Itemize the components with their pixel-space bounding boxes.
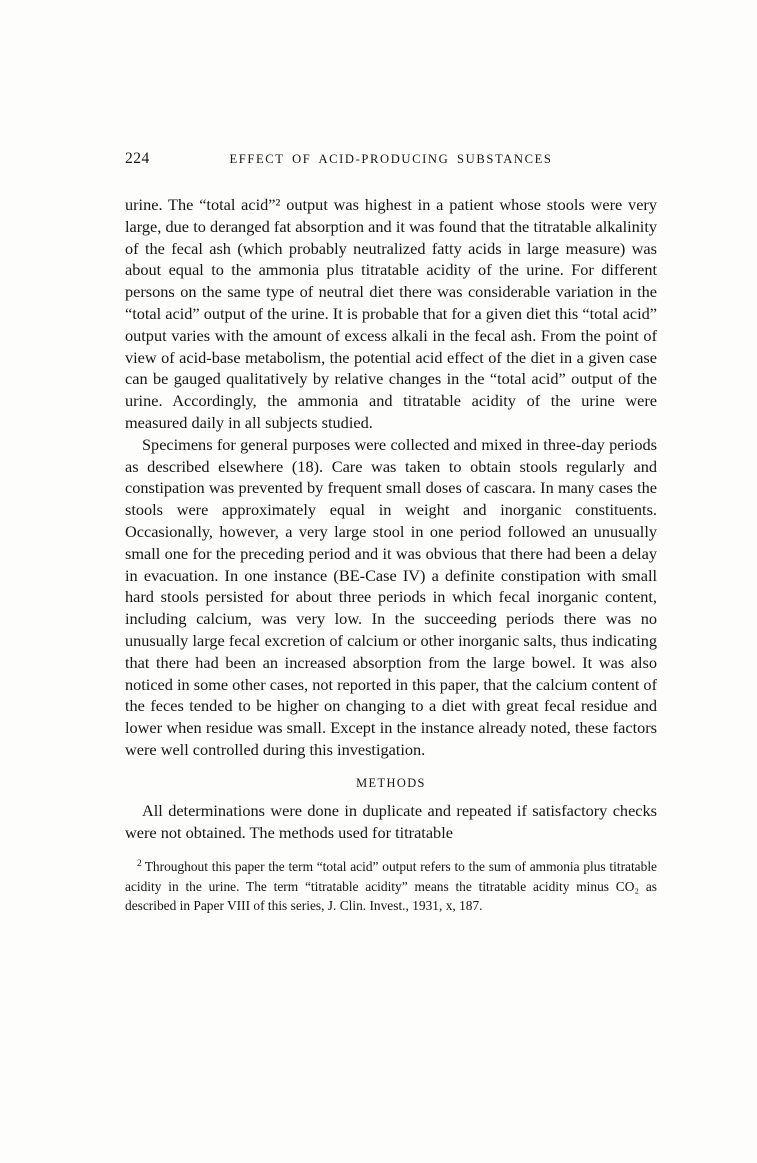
footnote (125, 857, 657, 916)
page-header (125, 150, 657, 168)
body-paragraph-2: Specimens for general purposes were collected and mixed in three-day periods as described elsewhere (18). Care was taken to obtain stools regularly and constipation was prevented by frequent small doses of cascara. In many cases the stools were approximately equal in weight and inorganic constituents. Occasionally, however, a very large stool in one period followed an unusually small one for the preceding period and it was obvious that there had been a delay in evacuation. In one instance (BE-Case IV) a definite constipation with small hard stools persisted for about three periods in which fecal inorganic content, including calcium, was very low. In the succeeding periods there was no unusually large fecal excretion of calcium or other inorganic salts, thus indicating that there had been an increased absorption from the large bowel. It was also noticed in some other cases, not reported in this paper, that the calcium content of the feces tended to be higher on changing to a diet with great fecal residue and lower when residue was small. Except in the instance already noted, these factors were well controlled during this investigation. (125, 434, 657, 759)
body-paragraph-1: urine. The “total acid”² output was highest in a patient whose stools were very large, due to deranged fat absorption and it was found that the titratable alkalinity of the fecal ash (which probably neutralized fatty acids in large measure) was about equal to the ammonia plus titratable acidity of the urine. For different persons on the same type of neutral diet there was considerable variation in the “total acid” output of the urine. It is probable that for a given diet this “total acid” output varies with the amount of excess alkali in the fecal ash. From the point of view of acid-base metabolism, the potential acid effect of the diet in a given case can be gauged qualitatively by relative changes in the “total acid” output of the urine. Accordingly, the ammonia and titratable acidity of the urine were measured daily in all subjects studied. (125, 195, 657, 432)
methods-section (125, 800, 657, 844)
running-header: EFFECT OF ACID-PRODUCING SUBSTANCES (229, 152, 553, 166)
footnote-marker: 2 (137, 858, 142, 869)
page-number: 224 (125, 150, 150, 167)
section-heading-methods: METHODS (356, 775, 426, 790)
body-text (125, 194, 657, 761)
body-paragraph-3: All determinations were done in duplicate and repeated if satisfactory checks were not obtained. The methods used for titratable (125, 800, 657, 842)
page-content (125, 150, 657, 916)
footnote-text: Throughout this paper the term “total acid” output refers to the sum of ammonia plus titratable acidity in the urine. The term “titratable acidity” means the titratable acidity minus CO₂ as described in Paper VIII of this series, J. Clin. Invest., 1931, x, 187. (125, 859, 657, 914)
